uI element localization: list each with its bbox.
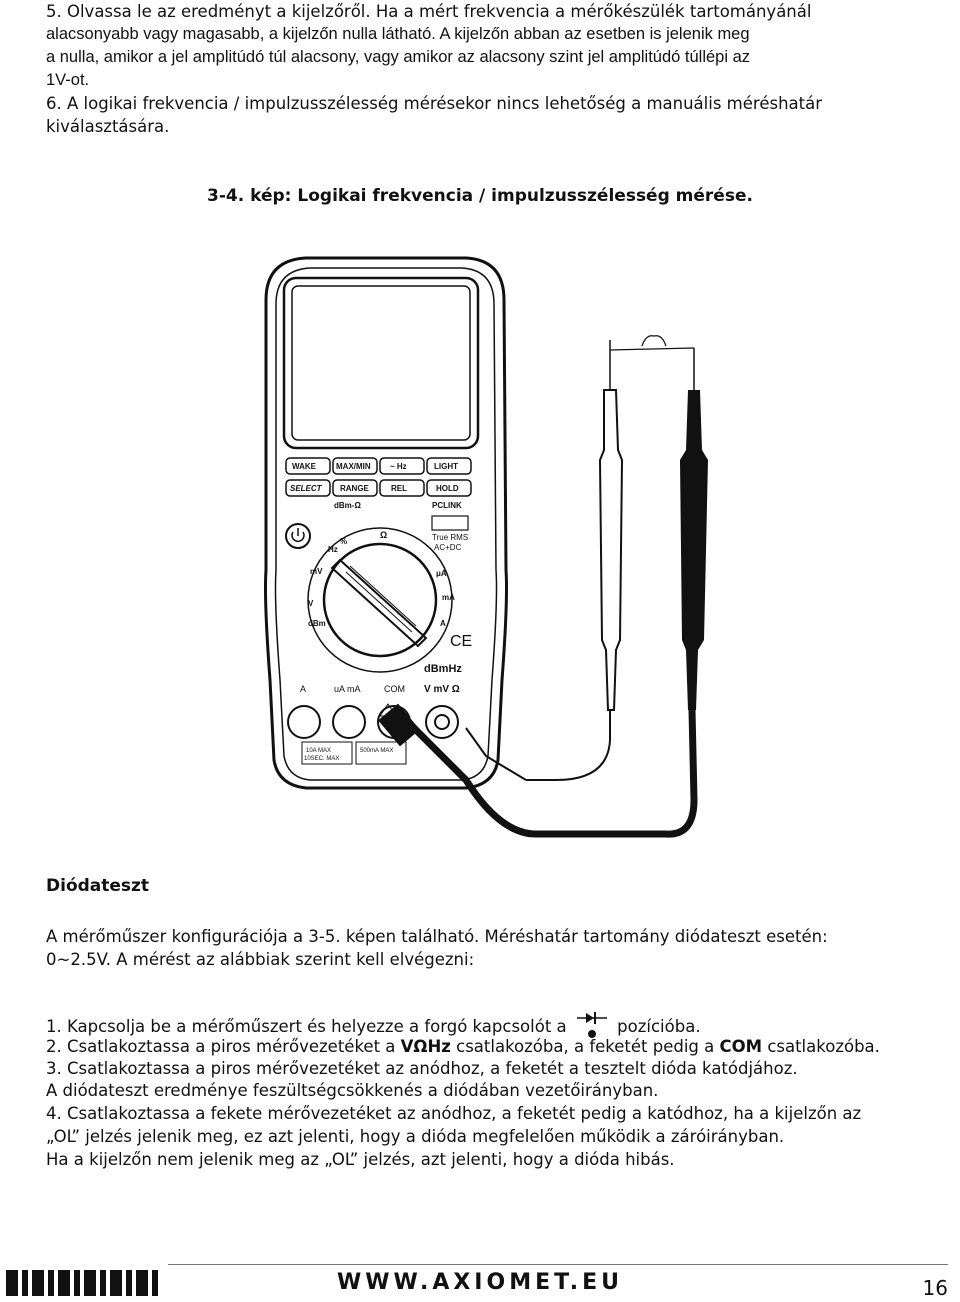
true-rms-label: True RMS (432, 533, 469, 542)
jack-label-a: A (300, 684, 307, 694)
select-button-label: SELECT (290, 484, 322, 493)
step-4-line2: „OL” jelzés jelenik meg, ez azt jelenti, hogy a dióda megfelelően működik a záróirányban. (46, 1127, 785, 1146)
dial-label-v: V (308, 599, 314, 608)
paragraph-line: 5. Olvassa le az eredményt a kijelzőről. Ha a mért frekvencia a mérőkészülék tartományánál (46, 2, 812, 21)
step-2-text: 2. Csatlakoztassa a piros mérővezetéket a (46, 1037, 396, 1056)
multimeter-illustration (236, 240, 726, 850)
step-1-suffix: pozícióba. (617, 1017, 701, 1036)
power-icon (292, 528, 304, 541)
warning-10sec: 10SEC. MAX (304, 756, 340, 762)
jack-label-com: COM (384, 684, 405, 694)
rel-button-label: REL (391, 484, 407, 493)
footer-website[interactable]: WWW.AXIOMET.EU (336, 1270, 624, 1295)
figure-caption: 3-4. kép: Logikai frekvencia / impulzusszélesség mérése. (207, 186, 753, 206)
range-button-label: RANGE (340, 484, 369, 493)
wake-button-label: WAKE (292, 462, 316, 471)
dial-label-a: A (440, 619, 446, 628)
step-2-mid: csatlakozóba, a feketét pedig a (456, 1037, 715, 1056)
dial-label-ua: μA (436, 569, 447, 578)
page-number: 16 (922, 1276, 948, 1300)
dial-label-ma: mA (442, 593, 455, 602)
dbm-label: dBm-Ω (334, 501, 361, 510)
pclink-label: PCLINK (432, 501, 462, 510)
paragraph-line: A mérőműszer konfigurációja a 3-5. képen található. Méréshatár tartomány diódateszt esetén: (46, 927, 828, 946)
footer-divider (168, 1264, 948, 1265)
dial-label-ohm: Ω (380, 530, 388, 540)
paragraph-line: 1V-ot. (46, 71, 90, 89)
dial-label-dbm: dBm (308, 619, 326, 628)
step-4-line3: Ha a kijelzőn nem jelenik meg az „OL” jelzés, azt jelenti, hogy a dióda hibás. (46, 1150, 675, 1169)
dial-label-percent: % (340, 537, 348, 546)
step-2 (46, 1035, 926, 1058)
acdc-label: AC+DC (434, 543, 462, 552)
dial-label-mv: mV (310, 567, 323, 576)
step-1-text: 1. Kapcsolja be a mérőműszert és helyezze a forgó kapcsolót a (46, 1017, 567, 1036)
jack-label-vmv: V mV Ω (424, 684, 460, 695)
section-heading: Diódateszt (46, 876, 150, 896)
hold-button-label: HOLD (436, 484, 459, 493)
paragraph-line: alacsonyabb vagy magasabb, a kijelzőn nulla látható. A kijelzőn abban az esetben is jelenik meg (46, 25, 750, 43)
hz-button-label: ~ Hz (390, 462, 407, 471)
ce-mark: CE (450, 633, 473, 650)
step-2-suffix: csatlakozóba. (767, 1037, 880, 1056)
paragraph-line: kiválasztására. (46, 117, 170, 136)
maxmin-button-label: MAX/MIN (336, 462, 371, 471)
step-3-result: A diódateszt eredménye feszültségcsökkenés a diódában vezetőirányban. (46, 1081, 659, 1100)
warning-10a: 10A MAX (306, 748, 332, 754)
paragraph-line: a nulla, amikor a jel amplitúdó túl alacsony, vagy amikor az alacsony szint jel amplitúdó túllépi az (46, 48, 751, 66)
light-button-label: LIGHT (434, 462, 458, 471)
warning-500ma: 500mA MAX (360, 748, 394, 754)
step-4: 4. Csatlakoztassa a fekete mérővezetéket az anódhoz, a feketét pedig a katódhoz, ha a kijelzőn az (46, 1104, 862, 1123)
jack-label-uama: uA mA (334, 684, 361, 694)
paragraph-line: 6. A logikai frekvencia / impulzusszélesség mérésekor nincs lehetőség a manuális méréshatár (46, 94, 823, 113)
vohz-jack-name: VΩHz (400, 1037, 451, 1056)
dial-label-hz: Hz (328, 545, 338, 554)
dbmhz-label: dBmHz (424, 663, 462, 675)
com-jack-name: COM (719, 1037, 763, 1056)
step-3: 3. Csatlakoztassa a piros mérővezetéket az anódhoz, a feketét a tesztelt dióda katódjához. (46, 1059, 798, 1078)
paragraph-line: 0~2.5V. A mérést az alábbiak szerint kell elvégezni: (46, 950, 475, 969)
